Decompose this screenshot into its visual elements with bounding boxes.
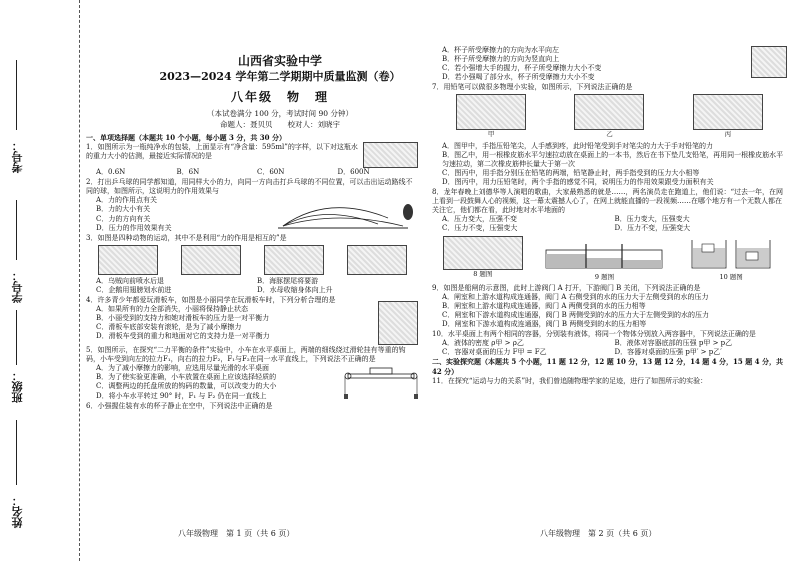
press-pencil-image bbox=[693, 94, 763, 130]
q10-figure bbox=[686, 236, 776, 282]
q9-option-d: D．闸室和下游水道构成连通器，阀门 B 两侧受到的水的压力相等 bbox=[442, 320, 647, 329]
exam-meta bbox=[140, 108, 420, 130]
question-5 bbox=[86, 364, 418, 400]
q10-option-b: B．液体对容器底部的压强 p甲 > p乙 bbox=[614, 339, 733, 348]
q4-option-a: A．如果所有的力全部消失，小丽将保持静止状态 bbox=[96, 305, 249, 314]
q7-option-c: C．图丙中，用手指分别压在铅笔的两端，铅笔静止时，两手指受到的压力大小相等 bbox=[442, 168, 700, 177]
q6-continued bbox=[432, 46, 787, 82]
q8-option-c: C．压力不变，压强变大 bbox=[442, 224, 518, 233]
q2-option-b: B．力的大小有关 bbox=[96, 205, 151, 214]
q3-images bbox=[86, 245, 418, 275]
performers-image bbox=[443, 236, 523, 270]
q10-options-row2 bbox=[432, 348, 787, 357]
question-2 bbox=[86, 196, 418, 232]
q6-option-a: A．杯子所受摩擦力的方向为水平向左 bbox=[442, 46, 560, 54]
exam-title: 2023—2024 学年第二学期期中质量监测（卷） bbox=[159, 70, 401, 83]
pencil-finger-image bbox=[456, 94, 526, 130]
q3-option-b: B．海豚摆尾将要游 bbox=[257, 276, 319, 285]
q9-option-c: C．闸室和下游水道构成连通器，阀门 B 两侧受到的水的压力大于左侧受到的水的压力 bbox=[442, 310, 709, 319]
q7-option-d: D．图丙中，用力压铅笔时，两个手指的感觉不同，说明压力的作用效果跟受力面积有关 bbox=[442, 177, 714, 186]
q7-caption-a: 甲 bbox=[487, 130, 495, 139]
q3-option-c: C．企鹅用翅膀划水前进 bbox=[96, 285, 172, 294]
q2-text: 2．打出乒乓球的同学都知道，用同样大小的力，向同一方向击打乒乓球的不同位置，可以击出运动路线不同的球，如图所示，这说明力的作用效果与 bbox=[86, 178, 413, 196]
q2-option-a: A．力的作用点有关 bbox=[96, 196, 158, 205]
q2-options bbox=[86, 196, 268, 232]
q7-option-b: B．图乙中，用一根橡皮筋水平匀速拉动放在桌面上的一本书，然后在书下垫几支铅笔，再用同一根橡皮筋水平匀速拉动，第二次橡皮筋伸长量大于第一次 bbox=[442, 150, 784, 168]
q4-option-b: B．小丽受到的支持力和她对滑板车的压力是一对平衡力 bbox=[96, 314, 270, 323]
q5-text: 5．如图所示，在探究“二力平衡的条件”实验中，小车在水平桌面上，两端的细线绕过滑轮挂有等重的钩码，小车受到向左的拉力F₁，向右的拉力F₂，F₁与F₂在同一水平直线上，下列说法不正确的是 bbox=[86, 346, 406, 364]
question-1 bbox=[86, 142, 418, 168]
q7-figure-b bbox=[574, 94, 644, 139]
q1-option-a: A．0.6N bbox=[96, 168, 126, 177]
q1-option-c: C．60N bbox=[257, 168, 285, 177]
q4-option-d: D．滑板车受到的重力和地面对它的支持力是一对平衡力 bbox=[96, 332, 270, 341]
two-force-balance-diagram bbox=[344, 364, 418, 400]
q2-option-d: D．压力的作用效果有关 bbox=[96, 223, 172, 232]
hand-holding-cup-image bbox=[751, 46, 787, 78]
q10-text: 10．水平桌面上有两个相同的容器，分别装有液体，将同一个物体分别放入两容器中，下列说法正确的是 bbox=[432, 330, 756, 339]
q9-option-a: A．闸室和上游水道构成连通器，阀门 A 右侧受到的水的压力大于左侧受到的水的压力 bbox=[442, 292, 709, 301]
q3-options-row2 bbox=[86, 286, 418, 295]
q8-option-a: A．压力变大，压强不变 bbox=[442, 215, 518, 224]
right-page-footer: 八年级物理 第 2 页（共 6 页） bbox=[540, 529, 657, 538]
q6-option-c: C．若小强增大手的握力，杯子所受摩擦力大小不变 bbox=[442, 64, 602, 73]
ping-pong-trajectory-diagram bbox=[268, 196, 418, 232]
jellyfish-image bbox=[347, 245, 407, 275]
q5-options bbox=[86, 364, 344, 400]
q7-caption-c: 丙 bbox=[724, 130, 732, 139]
section-1-title: 一、单项选择题（本题共 10 个小题，每小题 3 分，共 30 分） bbox=[86, 133, 286, 142]
exam-note: （本试卷满分 100 分，考试时间 90 分钟） bbox=[207, 109, 353, 118]
water-bottle-image bbox=[363, 142, 418, 168]
name-line bbox=[16, 420, 17, 485]
q10-option-a: A．液体的密度 ρ甲 > ρ乙 bbox=[442, 339, 524, 348]
q8-options-row2 bbox=[432, 224, 787, 233]
right-column bbox=[432, 46, 787, 386]
q6-options bbox=[432, 46, 751, 82]
squid-image bbox=[98, 245, 158, 275]
two-containers-diagram bbox=[686, 236, 776, 270]
q7-caption-b: 乙 bbox=[606, 130, 613, 139]
exam-no-line bbox=[16, 60, 17, 130]
q4-body bbox=[86, 295, 374, 345]
q8-option-d: D．压力不变，压强变大 bbox=[614, 224, 691, 233]
question-4 bbox=[86, 295, 418, 345]
q10-caption: 10 题图 bbox=[719, 272, 743, 281]
q9-option-b: B．闸室和上游水道构成连通器，阀门 A 两侧受到的水的压力相等 bbox=[442, 301, 646, 310]
q4-text: 4．许多青少年都爱玩滑板车，如图是小丽同学在玩滑板车时，下列分析合理的是 bbox=[86, 296, 336, 305]
q7-text: 7．用铅笔可以做很多物理小实验，如图所示，下列说法正确的是 bbox=[432, 83, 633, 92]
q7-figure-a bbox=[456, 94, 526, 139]
q5-option-c: C．调整两边的托盘所放的钩码的数量，可以改变力的大小 bbox=[96, 382, 277, 391]
q6-option-d: D．若小强喝了部分水，杯子所受摩擦力大小不变 bbox=[442, 73, 595, 82]
q5-option-d: D．将小车水平转过 90° 时，F₁ 与 F₂ 仍在同一直线上 bbox=[96, 391, 267, 400]
class-line bbox=[16, 310, 17, 365]
q9-figure bbox=[544, 236, 664, 282]
q9-text: 9．如图是船闸的示意图，此时上游阀门 A 打开，下游阀门 B 关闭，下列说法正确的是 bbox=[432, 283, 701, 292]
q1-options bbox=[86, 168, 418, 177]
q1-option-b: B．6N bbox=[176, 168, 200, 177]
exam-no-label: 考号： bbox=[11, 140, 24, 173]
q3-option-d: D．水母收缩身体向上升 bbox=[257, 285, 333, 294]
q8-q10-figures bbox=[432, 236, 787, 282]
left-column bbox=[86, 133, 418, 411]
q8-caption: 8 题图 bbox=[473, 269, 493, 278]
seat-no-label: 学号： bbox=[11, 270, 24, 303]
name-label: 姓名： bbox=[11, 495, 24, 528]
scooter-image bbox=[378, 301, 418, 345]
q8-text: 8．龙年春晚上刘德华等人演唱的歌曲，大家最熟悉的就是……，两名演员走在跑道上，他们说：“过去一年，在网上看到一段鼓舞人心的视频，这一幕太震撼人心了，在网上就能直播的一段视频……在哪个地方有一个无数人都在关注它，他们都在看，此时地对水平地面的 bbox=[432, 188, 784, 215]
q7-figure-c bbox=[693, 94, 763, 139]
q1-option-d: D．600N bbox=[337, 168, 370, 177]
binding-gutter bbox=[0, 0, 80, 561]
book-pencils-image bbox=[574, 94, 644, 130]
q7-option-a: A．图甲中，手指压铅笔尖，人手感到疼，此时铅笔受到手对笔尖的力大于手对铅笔的力 bbox=[442, 141, 714, 150]
q7-images bbox=[432, 94, 787, 139]
school-name: 山西省实验中学 bbox=[237, 54, 322, 68]
q9-caption: 9 题图 bbox=[594, 272, 615, 281]
q10-option-d: D．容器对桌面的压强 p甲′ > p乙′ bbox=[614, 348, 722, 357]
q5-option-b: B．为了使实验更准确，小车放置在桌面上应该选择轻质的 bbox=[96, 373, 277, 382]
seat-no-line bbox=[16, 200, 17, 260]
ship-lock-diagram bbox=[544, 236, 664, 270]
q10-options-row1 bbox=[432, 339, 787, 348]
class-label: 班级： bbox=[11, 370, 24, 403]
left-page-footer: 八年级物理 第 1 页（共 6 页） bbox=[178, 529, 295, 538]
q2-option-c: C．力的方向有关 bbox=[96, 214, 151, 223]
grade-subject: 八年级 物 理 bbox=[230, 90, 329, 104]
q1-text: 1．如图所示为一瓶纯净水的包装，上面显示有“净含量：595ml”的字样，以下对这瓶水的重力大小的估测，最接近实际情况的是 bbox=[86, 143, 358, 161]
q8-option-b: B．压力变大，压强变大 bbox=[614, 215, 690, 224]
q10-option-c: C．容器对桌面的压力 F甲 = F乙 bbox=[442, 348, 547, 357]
q5-option-a: A．为了减小摩擦力的影响，应选用尽量光滑的水平桌面 bbox=[96, 364, 270, 373]
dolphin-image bbox=[181, 245, 241, 275]
section-2-title: 二、实验探究题（本题共 5 个小题，11 题 12 分，12 题 10 分，13 题 12 分，14 题 4 分，15 题 4 分，共 42 分） bbox=[432, 357, 783, 376]
q4-option-c: C．滑板车底部安装有滚轮，是为了减小摩擦力 bbox=[96, 323, 242, 332]
penguin-image bbox=[264, 245, 324, 275]
q3-option-a: A．乌贼向前喷水后退 bbox=[96, 276, 165, 285]
q6-text: 6．小强握住装有水的杯子静止在空中，下列说法中正确的是 bbox=[86, 401, 273, 410]
q3-text: 3．如图是四种动物的运动，其中不是利用“力的作用是相互的”是 bbox=[86, 233, 287, 242]
q3-options-row1 bbox=[86, 277, 418, 286]
q8-figure bbox=[443, 236, 523, 282]
exam-authors: 命题人：聂贝贝 校对人：刘晓宇 bbox=[220, 120, 340, 129]
q6-option-b: B．杯子所受摩擦力的方向为竖直向上 bbox=[442, 55, 560, 64]
q11-text: 11．在探究“运动与力的关系”时，我们曾追随物理学家的足迹，进行了如图所示的实验： bbox=[432, 376, 708, 385]
